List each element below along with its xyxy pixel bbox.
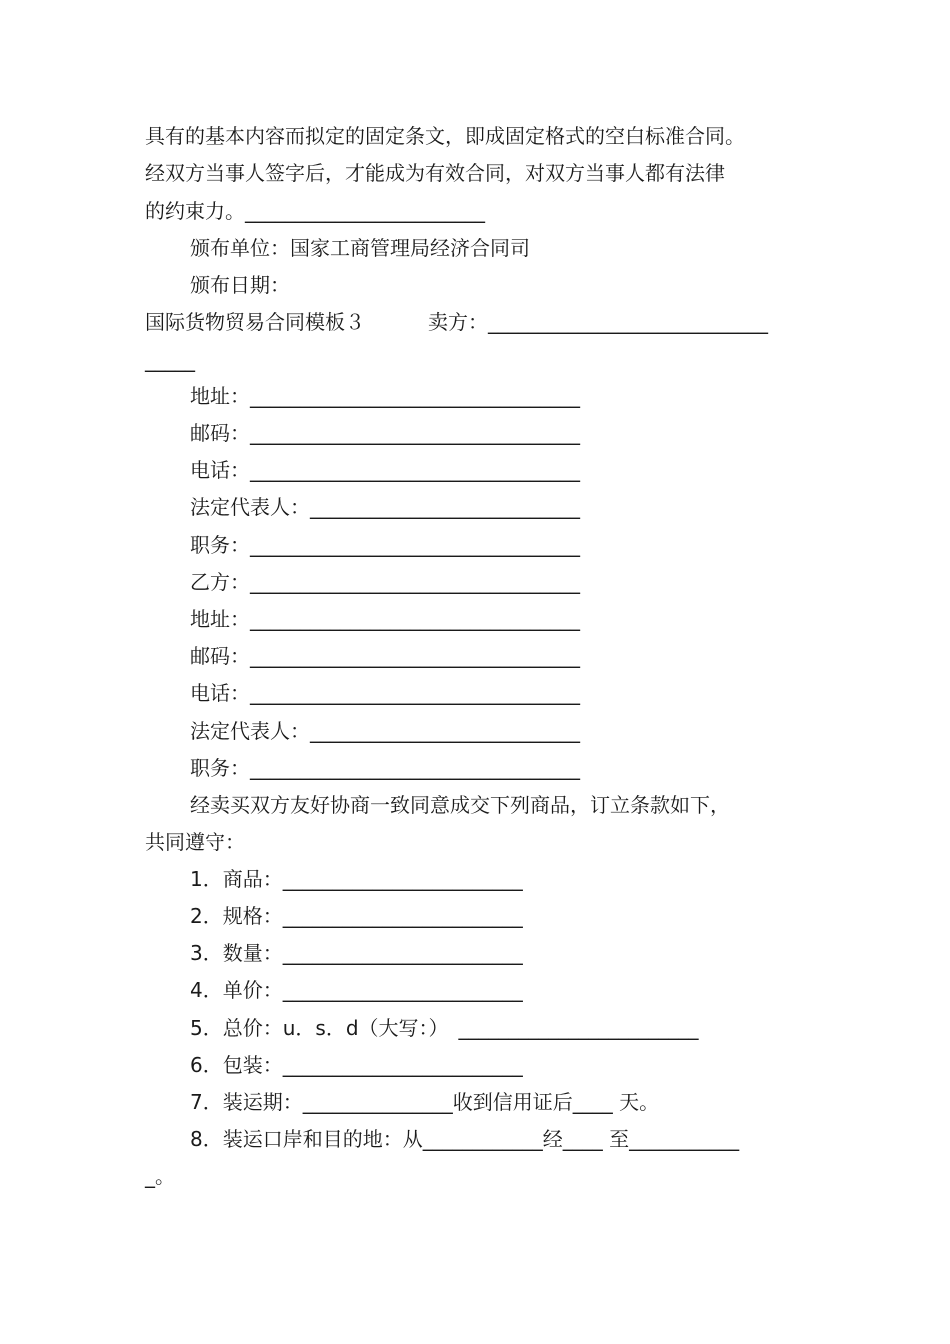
party-b-address: [190, 605, 580, 633]
party-a-legal-rep: [190, 493, 580, 521]
term-ports: [190, 1125, 739, 1153]
term-blank: ________________________: [282, 978, 523, 1002]
term-label: 1．商品：: [190, 867, 283, 891]
field-label: 地址：: [190, 607, 250, 631]
intro-blank: ________________________: [245, 199, 485, 223]
term-text: 至: [602, 1127, 630, 1151]
term-quantity: [190, 939, 523, 967]
field-label: 乙方：: [190, 570, 250, 594]
term-label: 3．数量：: [190, 941, 283, 965]
term-blank: ________________________: [282, 867, 523, 891]
term-blank: ____________: [422, 1127, 543, 1151]
field-blank: _________________________________: [250, 607, 580, 631]
party-b-name: [190, 568, 580, 596]
field-blank: _________________________________: [250, 570, 580, 594]
term-goods: [190, 865, 523, 893]
seller-label: 卖方：: [428, 310, 488, 334]
party-b-postcode: [190, 642, 580, 670]
intro-line-2: 经双方当事人签字后，才能成为有效合同，对双方当事人都有法律: [145, 161, 725, 185]
field-blank: ___________________________: [310, 495, 580, 519]
intro-line-3-text: 的约束力。: [145, 199, 245, 223]
term-blank: ________________________: [282, 904, 523, 928]
term-blank: ________________________: [282, 941, 523, 965]
term-blank: ________________________: [458, 1016, 699, 1040]
field-blank: _________________________________: [250, 644, 580, 668]
field-label: 法定代表人：: [190, 719, 310, 743]
field-blank: _________________________________: [250, 681, 580, 705]
term-label: 2．规格：: [190, 904, 283, 928]
party-a-address: [190, 382, 580, 410]
term-unit-price: [190, 976, 523, 1004]
term-label: 6．包装：: [190, 1053, 283, 1077]
term-label: 5．总价：u．s．d（大写：）: [190, 1016, 449, 1040]
term-blank: ________________________: [282, 1053, 523, 1077]
term-packing: [190, 1051, 523, 1079]
field-label: 职务：: [190, 756, 250, 780]
party-a-postcode: [190, 419, 580, 447]
field-blank: _________________________________: [250, 421, 580, 445]
intro-line-1: 具有的基本内容而拟定的固定条文，即成固定格式的空白标准合同。: [145, 124, 745, 148]
template-title: 国际货物贸易合同模板３: [145, 310, 365, 334]
term-text: 天。: [612, 1090, 660, 1114]
field-label: 职务：: [190, 533, 250, 557]
party-b-phone: [190, 679, 580, 707]
term-shipment-period: [190, 1088, 659, 1116]
field-blank: _________________________________: [250, 384, 580, 408]
issue-date: 颁布日期：: [190, 273, 290, 297]
term-blank: ____: [572, 1090, 613, 1114]
term-spec: [190, 902, 523, 930]
field-label: 地址：: [190, 384, 250, 408]
field-blank: _________________________________: [250, 533, 580, 557]
field-label: 邮码：: [190, 421, 250, 445]
party-b-title: [190, 754, 580, 782]
field-blank: _________________________________: [250, 756, 580, 780]
party-a-title: [190, 531, 580, 559]
field-label: 电话：: [190, 681, 250, 705]
seller-field: [428, 308, 768, 336]
term-total-price: [190, 1014, 699, 1042]
term-ports-continued: _。: [145, 1164, 175, 1188]
agreement-line-1: 经卖买双方友好协商一致同意成交下列商品，订立条款如下，: [190, 793, 730, 817]
term-text: 经: [542, 1127, 563, 1151]
term-label: 4．单价：: [190, 978, 283, 1002]
term-text: 收到信用证后: [452, 1090, 573, 1114]
term-blank: ___________: [629, 1127, 740, 1151]
field-blank: _________________________________: [250, 458, 580, 482]
seller-blank: ____________________________: [488, 310, 768, 334]
intro-line-3: [145, 197, 485, 225]
term-label: 7．装运期：: [190, 1090, 303, 1114]
seller-blank-continued: _____: [145, 348, 195, 372]
term-blank: ____: [562, 1127, 603, 1151]
party-a-phone: [190, 456, 580, 484]
field-label: 法定代表人：: [190, 495, 310, 519]
field-label: 邮码：: [190, 644, 250, 668]
party-b-legal-rep: [190, 717, 580, 745]
agreement-line-2: 共同遵守：: [145, 830, 245, 854]
term-label: 8．装运口岸和目的地：从: [190, 1127, 423, 1151]
term-blank: _______________: [302, 1090, 453, 1114]
issuer: 颁布单位：国家工商管理局经济合同司: [190, 236, 530, 260]
field-blank: ___________________________: [310, 719, 580, 743]
field-label: 电话：: [190, 458, 250, 482]
